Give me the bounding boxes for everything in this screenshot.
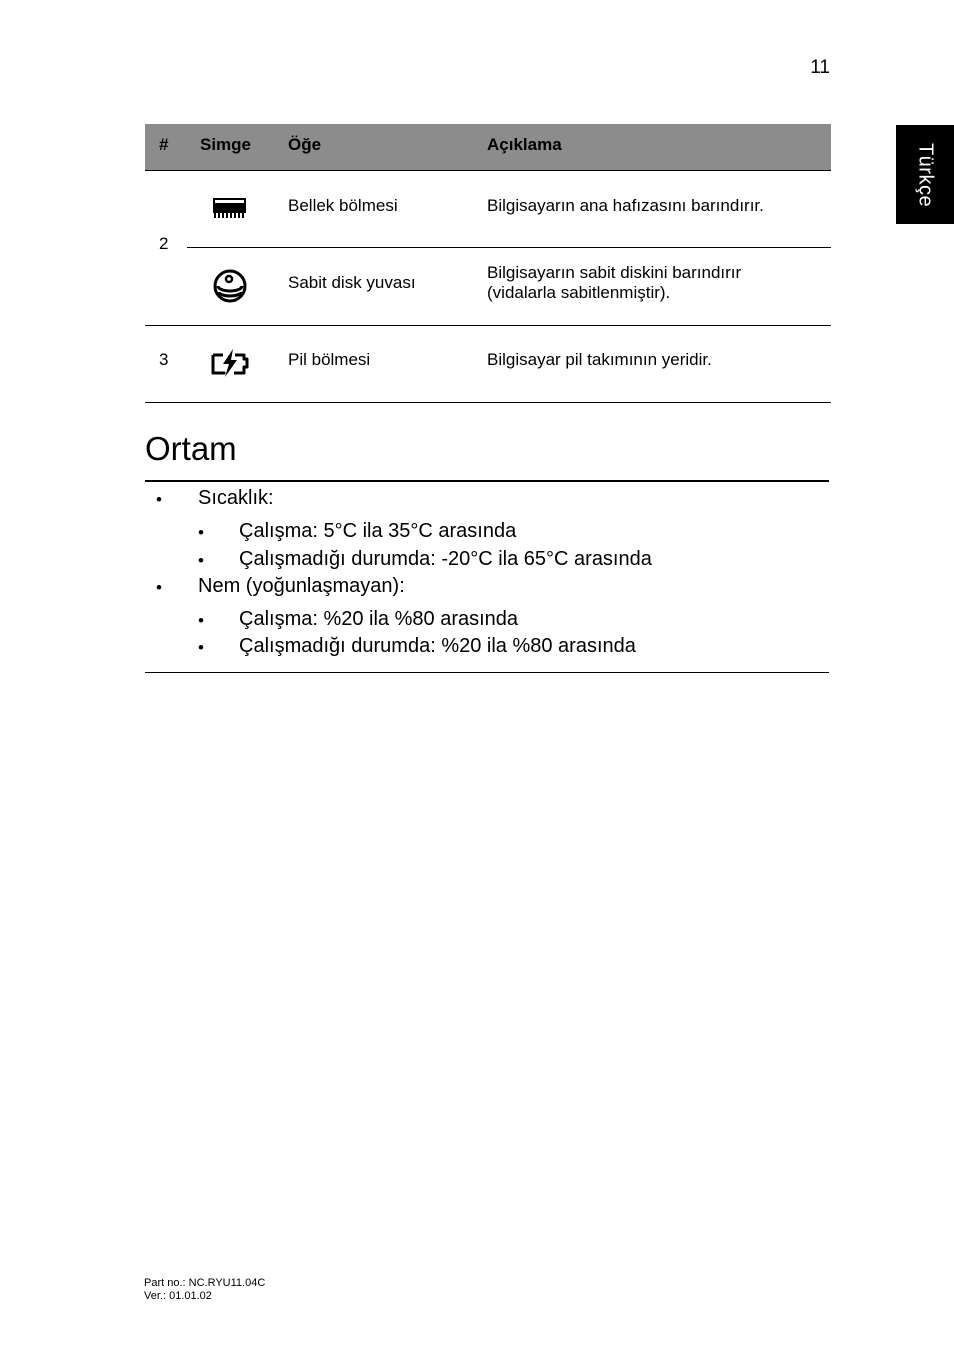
desc-hard-disk-line2: (vidalarla sabitlenmiştir).: [487, 283, 671, 302]
section-title: Ortam: [145, 430, 237, 467]
item-hard-disk: Sabit disk yuvası: [288, 273, 416, 292]
footer: [144, 1277, 265, 1303]
list-item: Nem (yoğunlaşmayan):: [198, 575, 405, 597]
components-table: [145, 124, 831, 403]
list-item: Sıcaklık:: [198, 487, 274, 509]
bullet: •: [156, 578, 162, 597]
item-battery: Pil bölmesi: [288, 350, 371, 369]
row-number: 3: [159, 350, 169, 369]
table-bottom-rule: [145, 402, 831, 403]
memory-icon: [212, 195, 248, 226]
language-tab-label: Türkçe: [914, 142, 937, 207]
sub-list-item: Çalışma: %20 ila %80 arasında: [239, 608, 519, 630]
desc-battery: Bilgisayar pil takımının yeridir.: [487, 350, 712, 369]
desc-memory: Bilgisayarın ana hafızasını barındırır.: [487, 196, 764, 215]
version: Ver.: 01.01.02: [144, 1290, 212, 1302]
bullet: •: [198, 523, 204, 542]
battery-icon: [210, 347, 250, 384]
sub-list-item: Çalışmadığı durumda: -20°C ila 65°C arasında: [239, 548, 652, 570]
table-header: [145, 124, 831, 171]
language-tab: [896, 125, 954, 224]
row-divider: [145, 325, 831, 326]
item-memory: Bellek bölmesi: [288, 196, 398, 215]
bullet: •: [198, 638, 204, 657]
bullet: •: [198, 611, 204, 630]
section-rule: [145, 672, 829, 673]
header-number: #: [159, 135, 169, 154]
page-number: 11: [810, 57, 830, 78]
header-item: Öğe: [288, 135, 322, 154]
bullet: •: [198, 551, 204, 570]
header-icon: Simge: [200, 135, 252, 154]
bullet: •: [156, 490, 162, 509]
sub-list-item: Çalışma: 5°C ila 35°C arasında: [239, 520, 517, 542]
sub-list-item: Çalışmadığı durumda: %20 ila %80 arasında: [239, 635, 636, 657]
section-rule: [145, 480, 829, 482]
hard-disk-icon: [212, 267, 248, 310]
part-number: Part no.: NC.RYU11.04C: [144, 1277, 266, 1289]
desc-hard-disk-line1: Bilgisayarın sabit diskini barındırır: [487, 263, 742, 282]
row-number: 2: [159, 234, 169, 253]
row-divider: [187, 247, 831, 248]
header-description: Açıklama: [487, 135, 562, 154]
